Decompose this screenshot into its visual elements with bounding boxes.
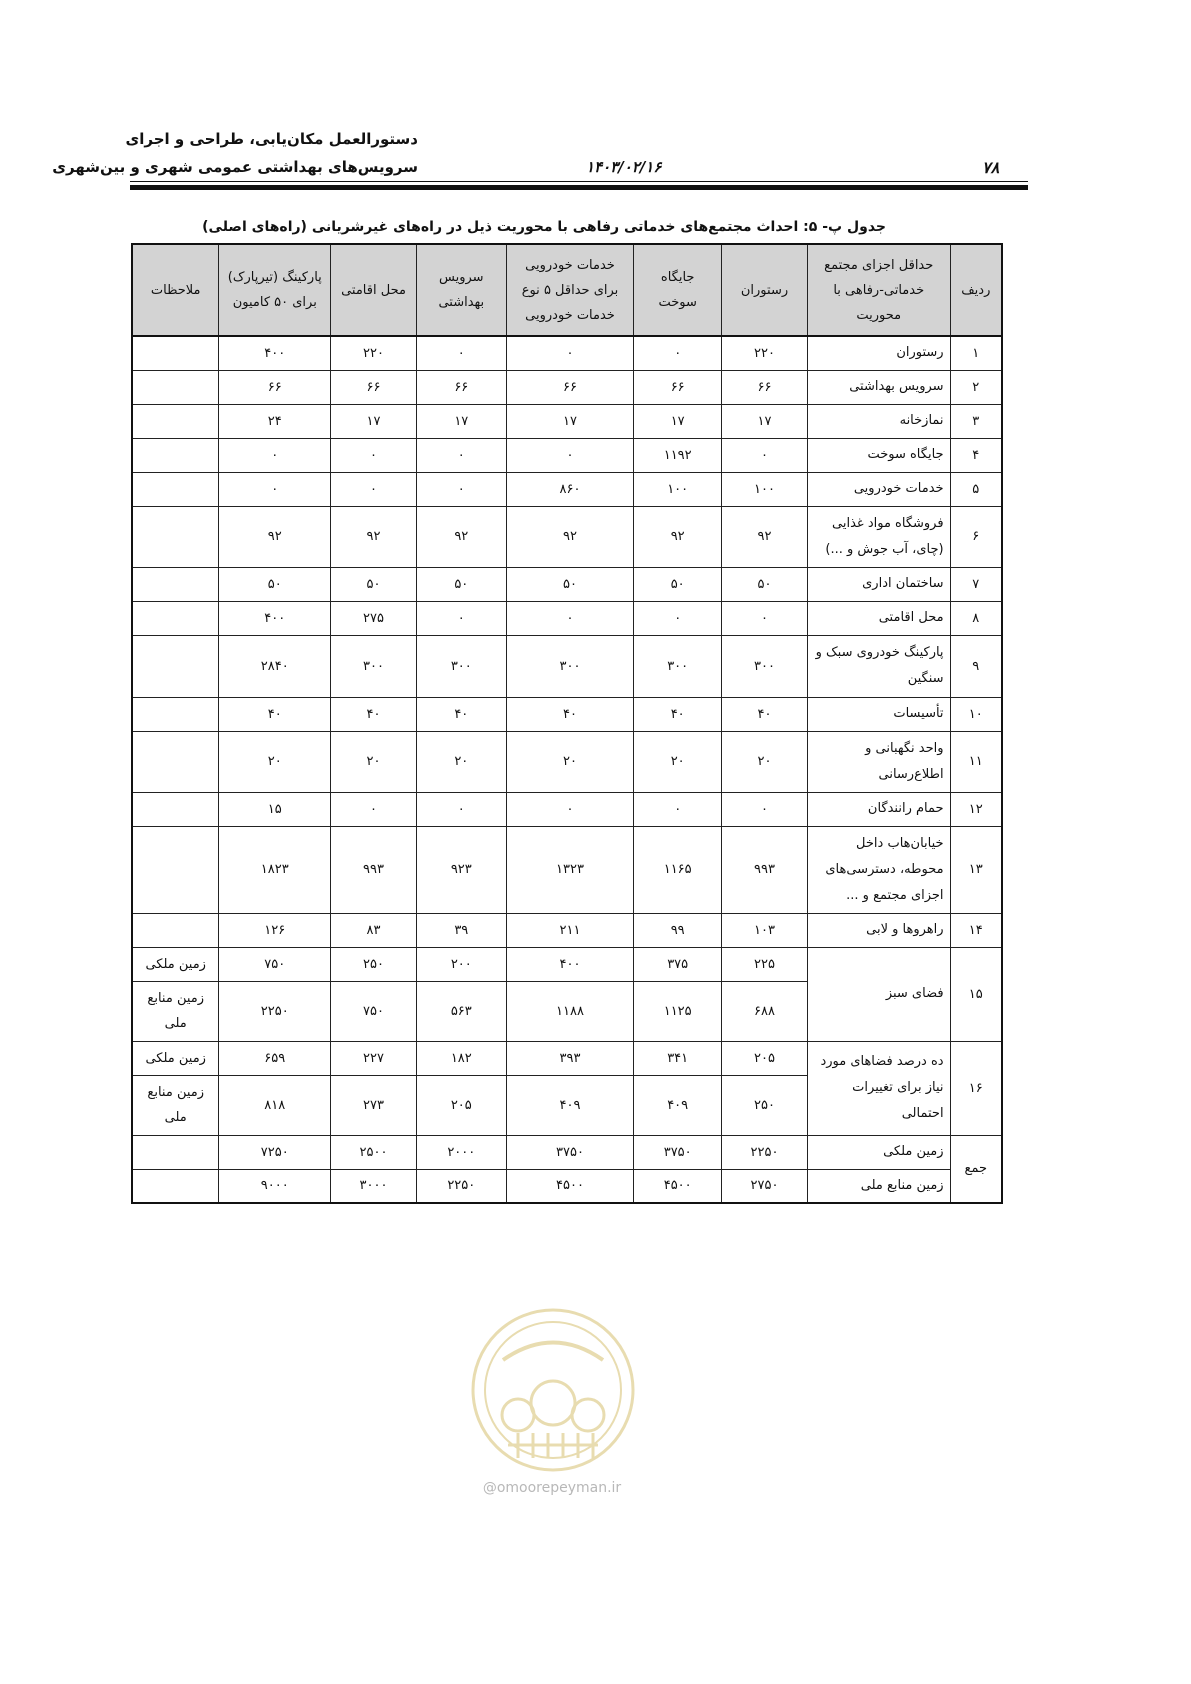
cell-toilet: ۵۶۳ [416,981,506,1041]
row-component: خدمات خودرویی [807,472,950,506]
page-header [52,124,1030,194]
cell-truck-parking: ۹۲ [219,506,331,567]
cell-fuel-station: ۲۰ [634,731,722,792]
cell-truck-parking: ۹۰۰۰ [219,1169,331,1203]
table-row [132,336,1002,370]
total-row [132,1135,1002,1169]
cell-restaurant: ۲۵۰ [722,1075,808,1135]
cell-auto-services: ۰ [506,792,634,826]
cell-notes [132,731,219,792]
cell-notes [132,697,219,731]
cell-fuel-station: ۴۰ [634,697,722,731]
cell-auto-services: ۳۰۰ [506,635,634,697]
document-title-line2: سرویس‌های بهداشتی عمومی شهری و بین‌شهری [52,158,418,176]
cell-truck-parking: ۲۸۴۰ [219,635,331,697]
watermark-handle: @omoorepeyman.ir [482,1480,622,1496]
col-header-truck-parking: پارکینگ (تیرپارک) برای ۵۰ کامیون [219,244,331,336]
row-component: رستوران [807,336,950,370]
cell-notes: زمین منابع ملی [132,981,219,1041]
table-row [132,601,1002,635]
cell-fuel-station: ۳۰۰ [634,635,722,697]
row-number: ۱۶ [950,1041,1002,1135]
cell-accommodation: ۴۰ [331,697,417,731]
cell-notes [132,826,219,913]
table-row [132,826,1002,913]
cell-toilet: ۱۷ [416,404,506,438]
cell-notes [132,404,219,438]
cell-fuel-station: ۱۱۲۵ [634,981,722,1041]
row-number: ۱ [950,336,1002,370]
cell-restaurant: ۲۰۵ [722,1041,808,1075]
cell-fuel-station: ۹۹ [634,913,722,947]
header-rule-thick [130,185,1028,190]
row-number: ۶ [950,506,1002,567]
cell-accommodation: ۲۷۳ [331,1075,417,1135]
cell-notes [132,601,219,635]
cell-notes [132,1135,219,1169]
cell-toilet: ۲۰ [416,731,506,792]
row-number: ۳ [950,404,1002,438]
table-row [132,947,1002,981]
cell-accommodation: ۲۷۵ [331,601,417,635]
cell-truck-parking: ۴۰۰ [219,336,331,370]
cell-accommodation: ۵۰ [331,567,417,601]
table-row [132,404,1002,438]
cell-accommodation: ۰ [331,792,417,826]
row-component: نمازخانه [807,404,950,438]
col-header-component: حداقل اجزای مجتمع خدماتی-رفاهی با محوریت [807,244,950,336]
cell-notes: زمین منابع ملی [132,1075,219,1135]
cell-restaurant: ۵۰ [722,567,808,601]
document-date: ۱۴۰۳/۰۲/۱۶ [586,158,662,176]
cell-auto-services: ۱۷ [506,404,634,438]
cell-toilet: ۲۰۵ [416,1075,506,1135]
cell-auto-services: ۸۶۰ [506,472,634,506]
row-number: ۱۰ [950,697,1002,731]
col-header-restaurant: رستوران [722,244,808,336]
cell-fuel-station: ۶۶ [634,370,722,404]
cell-notes [132,506,219,567]
cell-toilet: ۳۹ [416,913,506,947]
cell-fuel-station: ۰ [634,601,722,635]
cell-truck-parking: ۵۰ [219,567,331,601]
cell-toilet: ۲۲۵۰ [416,1169,506,1203]
cell-accommodation: ۷۵۰ [331,981,417,1041]
row-component: محل اقامتی [807,601,950,635]
cell-toilet: ۰ [416,336,506,370]
row-component: پارکینگ خودروی سبک و سنگین [807,635,950,697]
cell-fuel-station: ۳۷۵ [634,947,722,981]
row-number: ۱۲ [950,792,1002,826]
cell-toilet: ۹۲ [416,506,506,567]
cell-auto-services: ۲۱۱ [506,913,634,947]
cell-accommodation: ۱۷ [331,404,417,438]
cell-fuel-station: ۱۱۶۵ [634,826,722,913]
col-header-toilet: سرویس بهداشتی [416,244,506,336]
cell-restaurant: ۶۶ [722,370,808,404]
cell-auto-services: ۱۳۲۳ [506,826,634,913]
cell-restaurant: ۲۲۵۰ [722,1135,808,1169]
cell-fuel-station: ۰ [634,792,722,826]
cell-restaurant: ۰ [722,601,808,635]
row-number: ۵ [950,472,1002,506]
cell-toilet: ۲۰۰۰ [416,1135,506,1169]
cell-auto-services: ۲۰ [506,731,634,792]
cell-fuel-station: ۵۰ [634,567,722,601]
cell-toilet: ۲۰۰ [416,947,506,981]
table-row [132,438,1002,472]
table-caption: جدول پ- ۵: احداث مجتمع‌های خدماتی رفاهی با محوریت ذیل در راه‌های غیرشریانی (راه‌های اصلی) [202,219,886,235]
cell-truck-parking: ۶۶ [219,370,331,404]
cell-accommodation: ۸۳ [331,913,417,947]
table-row [132,1041,1002,1075]
row-component: خیابان‌هاب داخل محوطه، دسترسی‌های اجزای مجتمع و ... [807,826,950,913]
cell-auto-services: ۴۰۹ [506,1075,634,1135]
total-label: جمع [950,1135,1002,1203]
row-component: حمام رانندگان [807,792,950,826]
total-land-type: زمین ملکی [807,1135,950,1169]
cell-accommodation: ۳۰۰ [331,635,417,697]
cell-restaurant: ۶۸۸ [722,981,808,1041]
row-component: واحد نگهبانی و اطلاع‌رسانی [807,731,950,792]
cell-auto-services: ۴۰ [506,697,634,731]
cell-toilet: ۰ [416,438,506,472]
cell-fuel-station: ۳۴۱ [634,1041,722,1075]
cell-fuel-station: ۳۷۵۰ [634,1135,722,1169]
cell-notes: زمین ملکی [132,947,219,981]
total-row [132,1169,1002,1203]
components-table [131,243,1003,1204]
cell-truck-parking: ۷۵۰ [219,947,331,981]
cell-restaurant: ۰ [722,792,808,826]
cell-notes [132,438,219,472]
cell-truck-parking: ۱۵ [219,792,331,826]
row-number: ۱۳ [950,826,1002,913]
cell-restaurant: ۴۰ [722,697,808,731]
cell-accommodation: ۲۰ [331,731,417,792]
cell-accommodation: ۹۲ [331,506,417,567]
row-number: ۴ [950,438,1002,472]
cell-toilet: ۹۲۳ [416,826,506,913]
cell-auto-services: ۰ [506,438,634,472]
cell-toilet: ۱۸۲ [416,1041,506,1075]
cell-toilet: ۶۶ [416,370,506,404]
row-number: ۱۵ [950,947,1002,1041]
row-number: ۱۴ [950,913,1002,947]
row-number: ۸ [950,601,1002,635]
cell-truck-parking: ۸۱۸ [219,1075,331,1135]
row-number: ۲ [950,370,1002,404]
cell-notes [132,792,219,826]
cell-restaurant: ۰ [722,438,808,472]
col-header-notes: ملاحظات [132,244,219,336]
cell-toilet: ۰ [416,792,506,826]
table-row [132,472,1002,506]
cell-fuel-station: ۱۰۰ [634,472,722,506]
cell-restaurant: ۱۰۳ [722,913,808,947]
row-component: فروشگاه مواد غذایی (چای، آب جوش و ...) [807,506,950,567]
col-header-auto-services: خدمات خودرویی برای حداقل ۵ نوع خدمات خودرویی [506,244,634,336]
cell-toilet: ۰ [416,601,506,635]
cell-notes [132,1169,219,1203]
cell-fuel-station: ۴۰۹ [634,1075,722,1135]
cell-truck-parking: ۲۴ [219,404,331,438]
cell-notes [132,567,219,601]
table-row [132,567,1002,601]
cell-accommodation: ۲۲۷ [331,1041,417,1075]
col-header-accommodation: محل اقامتی [331,244,417,336]
cell-restaurant: ۲۷۵۰ [722,1169,808,1203]
header-rule-thin [130,181,1028,182]
table-header-row [132,244,1002,336]
cell-auto-services: ۶۶ [506,370,634,404]
cell-accommodation: ۲۲۰ [331,336,417,370]
cell-fuel-station: ۰ [634,336,722,370]
table-row [132,731,1002,792]
cell-truck-parking: ۱۲۶ [219,913,331,947]
cell-truck-parking: ۴۰ [219,697,331,731]
cell-auto-services: ۴۵۰۰ [506,1169,634,1203]
cell-truck-parking: ۰ [219,472,331,506]
cell-restaurant: ۹۲ [722,506,808,567]
cell-truck-parking: ۲۰ [219,731,331,792]
page-number: ۷۸ [982,158,1000,177]
row-component: فضای سبز [807,947,950,1041]
cell-truck-parking: ۴۰۰ [219,601,331,635]
col-header-fuel-station: جایگاه سوخت [634,244,722,336]
cell-truck-parking: ۶۵۹ [219,1041,331,1075]
cell-accommodation: ۲۵۰۰ [331,1135,417,1169]
table-row [132,913,1002,947]
table-row [132,370,1002,404]
row-component: تأسیسات [807,697,950,731]
cell-auto-services: ۰ [506,336,634,370]
cell-accommodation: ۶۶ [331,370,417,404]
row-number: ۱۱ [950,731,1002,792]
watermark-logo [468,1305,638,1475]
cell-fuel-station: ۱۱۹۲ [634,438,722,472]
cell-fuel-station: ۴۵۰۰ [634,1169,722,1203]
cell-restaurant: ۲۲۵ [722,947,808,981]
table-row [132,506,1002,567]
cell-accommodation: ۰ [331,472,417,506]
cell-notes [132,635,219,697]
cell-notes [132,913,219,947]
cell-truck-parking: ۲۲۵۰ [219,981,331,1041]
row-component: جایگاه سوخت [807,438,950,472]
cell-restaurant: ۱۰۰ [722,472,808,506]
row-component: راهروها و لابی [807,913,950,947]
cell-restaurant: ۹۹۳ [722,826,808,913]
row-number: ۹ [950,635,1002,697]
cell-restaurant: ۲۲۰ [722,336,808,370]
col-header-row-no: ردیف [950,244,1002,336]
cell-auto-services: ۳۷۵۰ [506,1135,634,1169]
cell-auto-services: ۱۱۸۸ [506,981,634,1041]
cell-fuel-station: ۱۷ [634,404,722,438]
cell-accommodation: ۳۰۰۰ [331,1169,417,1203]
document-title-line1: دستورالعمل مکان‌یابی، طراحی و اجرای [125,130,418,148]
cell-truck-parking: ۱۸۲۳ [219,826,331,913]
cell-auto-services: ۳۹۳ [506,1041,634,1075]
cell-toilet: ۴۰ [416,697,506,731]
total-land-type: زمین منابع ملی [807,1169,950,1203]
cell-toilet: ۵۰ [416,567,506,601]
table-row [132,635,1002,697]
table-row [132,792,1002,826]
cell-restaurant: ۲۰ [722,731,808,792]
row-number: ۷ [950,567,1002,601]
row-component: ساختمان اداری [807,567,950,601]
cell-toilet: ۰ [416,472,506,506]
cell-auto-services: ۹۲ [506,506,634,567]
cell-notes [132,370,219,404]
cell-truck-parking: ۰ [219,438,331,472]
cell-accommodation: ۰ [331,438,417,472]
cell-fuel-station: ۹۲ [634,506,722,567]
cell-auto-services: ۰ [506,601,634,635]
table-row [132,697,1002,731]
cell-notes: زمین ملکی [132,1041,219,1075]
cell-notes [132,472,219,506]
cell-toilet: ۳۰۰ [416,635,506,697]
cell-accommodation: ۲۵۰ [331,947,417,981]
row-component: ده درصد فضاهای مورد نیاز برای تغییرات احتمالی [807,1041,950,1135]
cell-truck-parking: ۷۲۵۰ [219,1135,331,1169]
cell-auto-services: ۵۰ [506,567,634,601]
cell-auto-services: ۴۰۰ [506,947,634,981]
row-component: سرویس بهداشتی [807,370,950,404]
cell-restaurant: ۳۰۰ [722,635,808,697]
cell-accommodation: ۹۹۳ [331,826,417,913]
cell-notes [132,336,219,370]
cell-restaurant: ۱۷ [722,404,808,438]
